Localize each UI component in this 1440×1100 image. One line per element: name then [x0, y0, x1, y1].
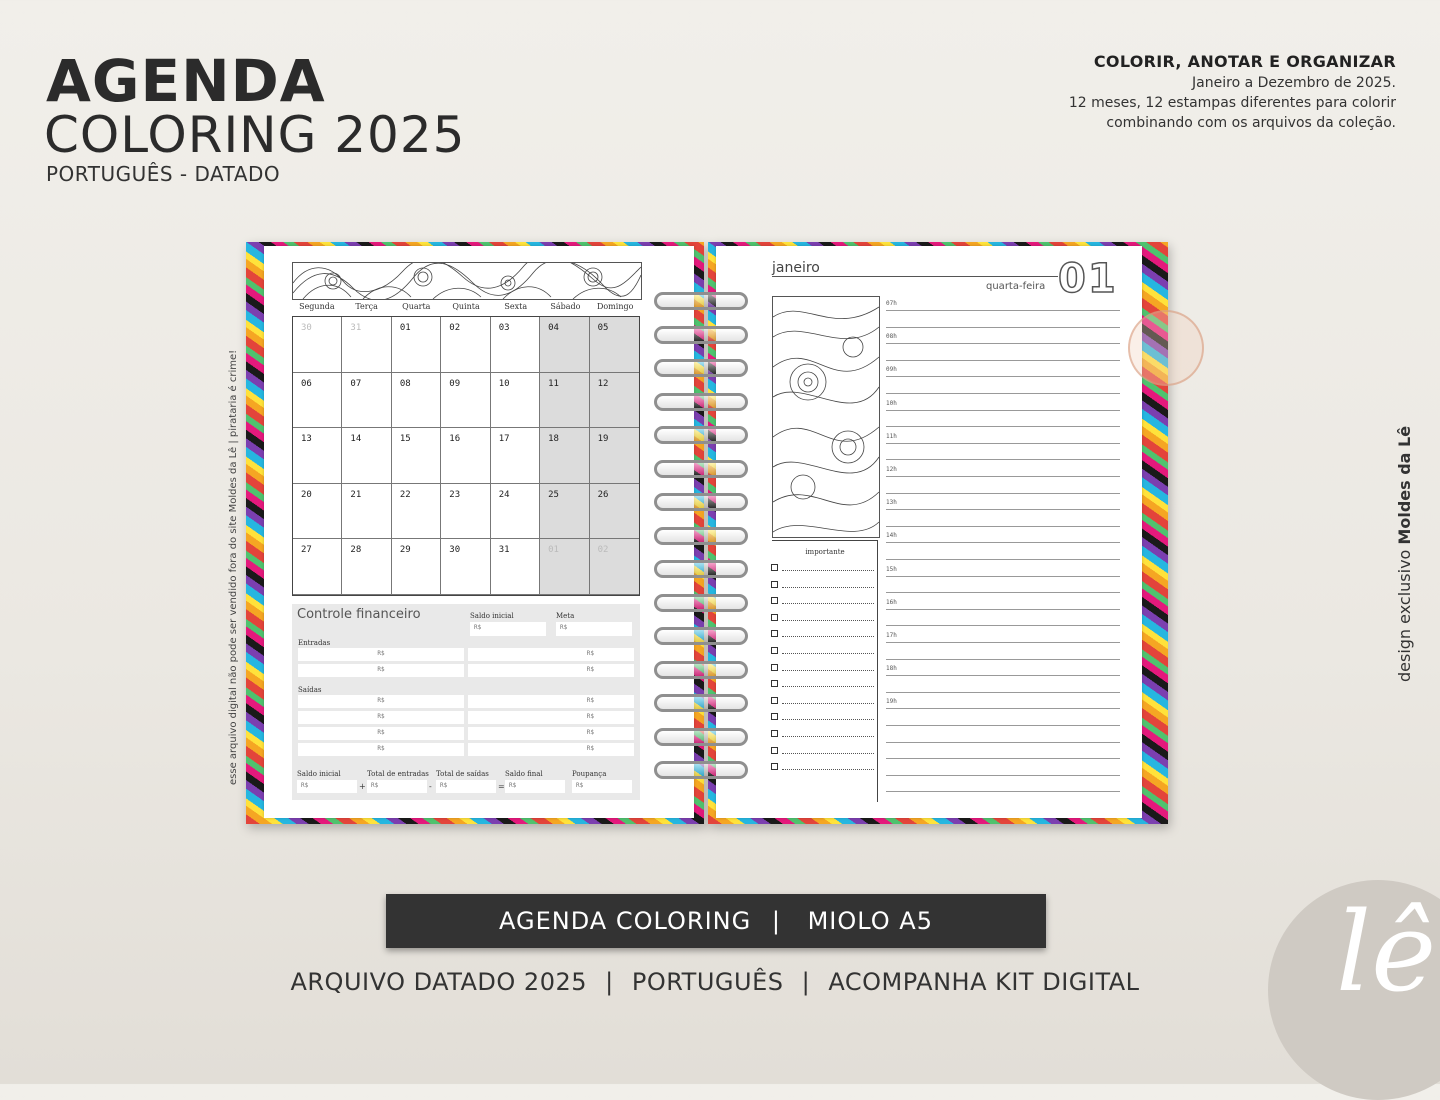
feature-item: ARQUIVO DATADO 2025 [290, 968, 588, 996]
weekday-header [292, 302, 640, 314]
schedule-line [886, 675, 1120, 676]
finance-summary-label: Total de entradas [367, 770, 429, 778]
title-tagline: PORTUGUÊS - DATADO [46, 162, 281, 186]
weekday-label: Quinta [452, 302, 480, 311]
weekday-label: Terça [355, 302, 378, 311]
schedule-line [886, 443, 1120, 444]
spiral-ring [654, 326, 748, 344]
dotted-line [782, 603, 874, 604]
spiral-ring [654, 527, 748, 545]
finance-operator: = [498, 782, 505, 791]
calendar-day: 12 [590, 373, 639, 429]
finance-summary-field[interactable]: R$ [297, 780, 357, 793]
banner-left: AGENDA COLORING [499, 907, 752, 935]
schedule-line [886, 576, 1120, 577]
schedule-line [886, 542, 1120, 543]
spiral-ring [654, 426, 748, 444]
hour-label: 13h [886, 499, 897, 507]
dotted-line [782, 736, 874, 737]
coloring-art-side [772, 296, 880, 538]
meta-label: Meta [556, 612, 575, 620]
calendar-day: 15 [392, 428, 441, 484]
calendar-day: 22 [392, 484, 441, 540]
finance-summary-label: Saldo final [505, 770, 543, 778]
info-heading: COLORIR, ANOTAR E ORGANIZAR [1093, 52, 1396, 71]
finance-summary-field[interactable]: R$ [367, 780, 427, 793]
product-banner [386, 894, 1046, 948]
info-line: Janeiro a Dezembro de 2025. [1192, 75, 1396, 91]
calendar-day: 20 [293, 484, 342, 540]
spiral-ring [654, 728, 748, 746]
calendar-day: 27 [293, 539, 342, 595]
banner-separator: | [771, 907, 781, 935]
feature-separator: | [605, 968, 614, 996]
spiral-ring [654, 460, 748, 478]
spiral-ring [654, 761, 748, 779]
spiral-ring [654, 627, 748, 645]
month-name: janeiro [772, 260, 820, 276]
dotted-line [782, 670, 874, 671]
checkbox-icon [771, 630, 778, 637]
checkbox-icon [771, 680, 778, 687]
schedule-line [886, 393, 1120, 394]
hour-label: 17h [886, 632, 897, 639]
entradas-label: Entradas [298, 639, 331, 647]
calendar-day: 19 [590, 428, 639, 484]
schedule-line [886, 526, 1120, 527]
hour-label: 12h [886, 466, 897, 473]
dotted-line [782, 653, 874, 654]
copyright-notice: esse arquivo digital não pode ser vendido fora do site Moldes da Lê | pirataria é crime! [228, 349, 239, 785]
schedule-line [886, 625, 1120, 626]
weekday-label: Segunda [299, 302, 335, 311]
finance-operator: + [359, 782, 366, 791]
watermark-stamp [1128, 310, 1204, 386]
finance-entry-field[interactable]: R$ [468, 695, 634, 708]
schedule-line [886, 775, 1120, 776]
spiral-ring [654, 694, 748, 712]
calendar-day: 02 [590, 539, 639, 595]
month-calendar [292, 316, 640, 596]
calendar-day: 06 [293, 373, 342, 429]
schedule-line [886, 310, 1120, 311]
schedule-line [886, 343, 1120, 344]
saidas-label: Saídas [298, 686, 322, 694]
calendar-day: 25 [540, 484, 589, 540]
checkbox-icon [771, 697, 778, 704]
dotted-line [782, 686, 874, 687]
calendar-day: 28 [342, 539, 391, 595]
design-credit-brand: Moldes da Lê [1395, 425, 1414, 545]
calendar-day: 26 [590, 484, 639, 540]
finance-entry-field[interactable]: R$ [468, 664, 634, 677]
finance-entry-field[interactable]: R$ [298, 695, 464, 708]
finance-summary-label: Saldo inicial [297, 770, 341, 778]
weekday-label: Sexta [504, 302, 528, 311]
calendar-day: 18 [540, 428, 589, 484]
finance-summary-field[interactable]: R$ [572, 780, 632, 793]
schedule-line [886, 410, 1120, 411]
hour-label: 10h [886, 399, 897, 407]
schedule-line [886, 426, 1120, 427]
calendar-day: 29 [392, 539, 441, 595]
checkbox-icon [771, 564, 778, 571]
schedule-line [886, 642, 1120, 643]
checkbox-icon [771, 647, 778, 654]
spiral-ring [654, 661, 748, 679]
dotted-line [782, 769, 874, 770]
calendar-day: 01 [540, 539, 589, 595]
finance-summary-label: Total de saídas [436, 770, 489, 778]
calendar-day: 31 [491, 539, 540, 595]
finance-title: Controle financeiro [297, 607, 421, 622]
schedule-line [886, 659, 1120, 660]
schedule-line [886, 327, 1120, 328]
banner-right: MIOLO A5 [807, 907, 933, 935]
spiral-ring [654, 594, 748, 612]
schedule-line [886, 692, 1120, 693]
calendar-day: 04 [540, 317, 589, 373]
finance-entry-field[interactable]: R$ [298, 664, 464, 677]
spiral-ring [654, 393, 748, 411]
hour-label: 18h [886, 665, 897, 673]
month-divider [772, 276, 1058, 277]
title-coloring-2025: COLORING 2025 [44, 106, 466, 164]
weekday-label: Domingo [596, 302, 634, 311]
schedule-line [886, 758, 1120, 759]
finance-entry-field[interactable]: R$ [298, 743, 464, 756]
info-line: 12 meses, 12 estampas diferentes para colorir [1068, 95, 1396, 111]
checkbox-icon [771, 713, 778, 720]
calendar-day: 17 [491, 428, 540, 484]
feature-item: PORTUGUÊS [631, 968, 784, 996]
saldo-inicial-label: Saldo inicial [470, 612, 514, 620]
feature-separator: | [801, 968, 811, 996]
info-line: combinando com os arquivos da coleção. [1106, 115, 1396, 131]
schedule-line [886, 509, 1120, 510]
dotted-line [782, 570, 874, 571]
checkbox-icon [771, 664, 778, 671]
checkbox-icon [771, 614, 778, 621]
calendar-day: 02 [441, 317, 490, 373]
calendar-day: 30 [441, 539, 490, 595]
hour-label: 09h [886, 366, 897, 374]
coloring-art-top [292, 262, 642, 300]
info-block [896, 52, 1396, 133]
calendar-day: 21 [342, 484, 391, 540]
calendar-day: 13 [293, 428, 342, 484]
finance-summary-field[interactable]: R$ [436, 780, 496, 793]
day-number: 01 [1058, 256, 1118, 302]
hour-label: 08h [886, 333, 897, 341]
calendar-day: 11 [540, 373, 589, 429]
design-credit-prefix: design exclusivo [1395, 544, 1414, 682]
important-label: importante [805, 548, 845, 556]
calendar-day: 03 [491, 317, 540, 373]
calendar-day: 08 [392, 373, 441, 429]
schedule-line [886, 592, 1120, 593]
hour-label: 19h [886, 698, 897, 706]
feature-item: ACOMPANHA KIT DIGITAL [828, 968, 1140, 996]
checkbox-icon [771, 763, 778, 770]
checkbox-icon [771, 730, 778, 737]
product-features [0, 968, 1430, 996]
hour-label: 16h [886, 598, 897, 606]
meta-field[interactable]: R$ [556, 622, 632, 636]
finance-entry-field[interactable]: R$ [298, 648, 464, 661]
schedule-line [886, 493, 1120, 494]
schedule-line [886, 609, 1120, 610]
spiral-ring [654, 493, 748, 511]
dotted-line [782, 636, 874, 637]
finance-entry-field[interactable]: R$ [468, 727, 634, 740]
weekday-label: Sábado [550, 302, 581, 311]
schedule-line [886, 376, 1120, 377]
hour-label: 07h [886, 300, 897, 307]
spiral-ring [654, 359, 748, 377]
hour-label: 15h [886, 565, 897, 573]
finance-entry-field[interactable]: R$ [468, 743, 634, 756]
saldo-inicial-field[interactable]: R$ [470, 622, 546, 636]
calendar-day: 01 [392, 317, 441, 373]
design-credit [1395, 426, 1414, 682]
calendar-day: 31 [342, 317, 391, 373]
calendar-day: 10 [491, 373, 540, 429]
schedule-line [886, 725, 1120, 726]
finance-entry-field[interactable]: R$ [468, 711, 634, 724]
dotted-line [782, 753, 874, 754]
calendar-day: 05 [590, 317, 639, 373]
dotted-line [782, 587, 874, 588]
schedule-line [886, 476, 1120, 477]
finance-summary-label: Poupança [572, 770, 607, 778]
calendar-day: 14 [342, 428, 391, 484]
checkbox-icon [771, 597, 778, 604]
calendar-day: 30 [293, 317, 342, 373]
checkbox-icon [771, 747, 778, 754]
calendar-day: 23 [441, 484, 490, 540]
weekday-name: quarta-feira [986, 281, 1046, 292]
brand-logo-text: lê [1336, 888, 1437, 1016]
calendar-day: 24 [491, 484, 540, 540]
schedule-line [886, 559, 1120, 560]
schedule-line [886, 708, 1120, 709]
title-agenda: AGENDA [46, 47, 326, 115]
schedule-line [886, 791, 1120, 792]
spiral-ring [654, 560, 748, 578]
checkbox-icon [771, 581, 778, 588]
calendar-day: 09 [441, 373, 490, 429]
hour-label: 14h [886, 532, 897, 540]
dotted-line [782, 620, 874, 621]
important-panel [772, 540, 878, 802]
finance-entry-field[interactable]: R$ [298, 711, 464, 724]
hour-label: 11h [886, 432, 897, 440]
spiral-ring [654, 292, 748, 310]
finance-entry-field[interactable]: R$ [298, 727, 464, 740]
weekday-label: Quarta [402, 302, 431, 311]
finance-summary-field[interactable]: R$ [505, 780, 565, 793]
schedule-line [886, 360, 1120, 361]
dotted-line [782, 719, 874, 720]
finance-operator: - [429, 782, 432, 791]
finance-entry-field[interactable]: R$ [468, 648, 634, 661]
dotted-line [782, 703, 874, 704]
calendar-day: 07 [342, 373, 391, 429]
schedule-line [886, 459, 1120, 460]
calendar-day: 16 [441, 428, 490, 484]
schedule-line [886, 742, 1120, 743]
